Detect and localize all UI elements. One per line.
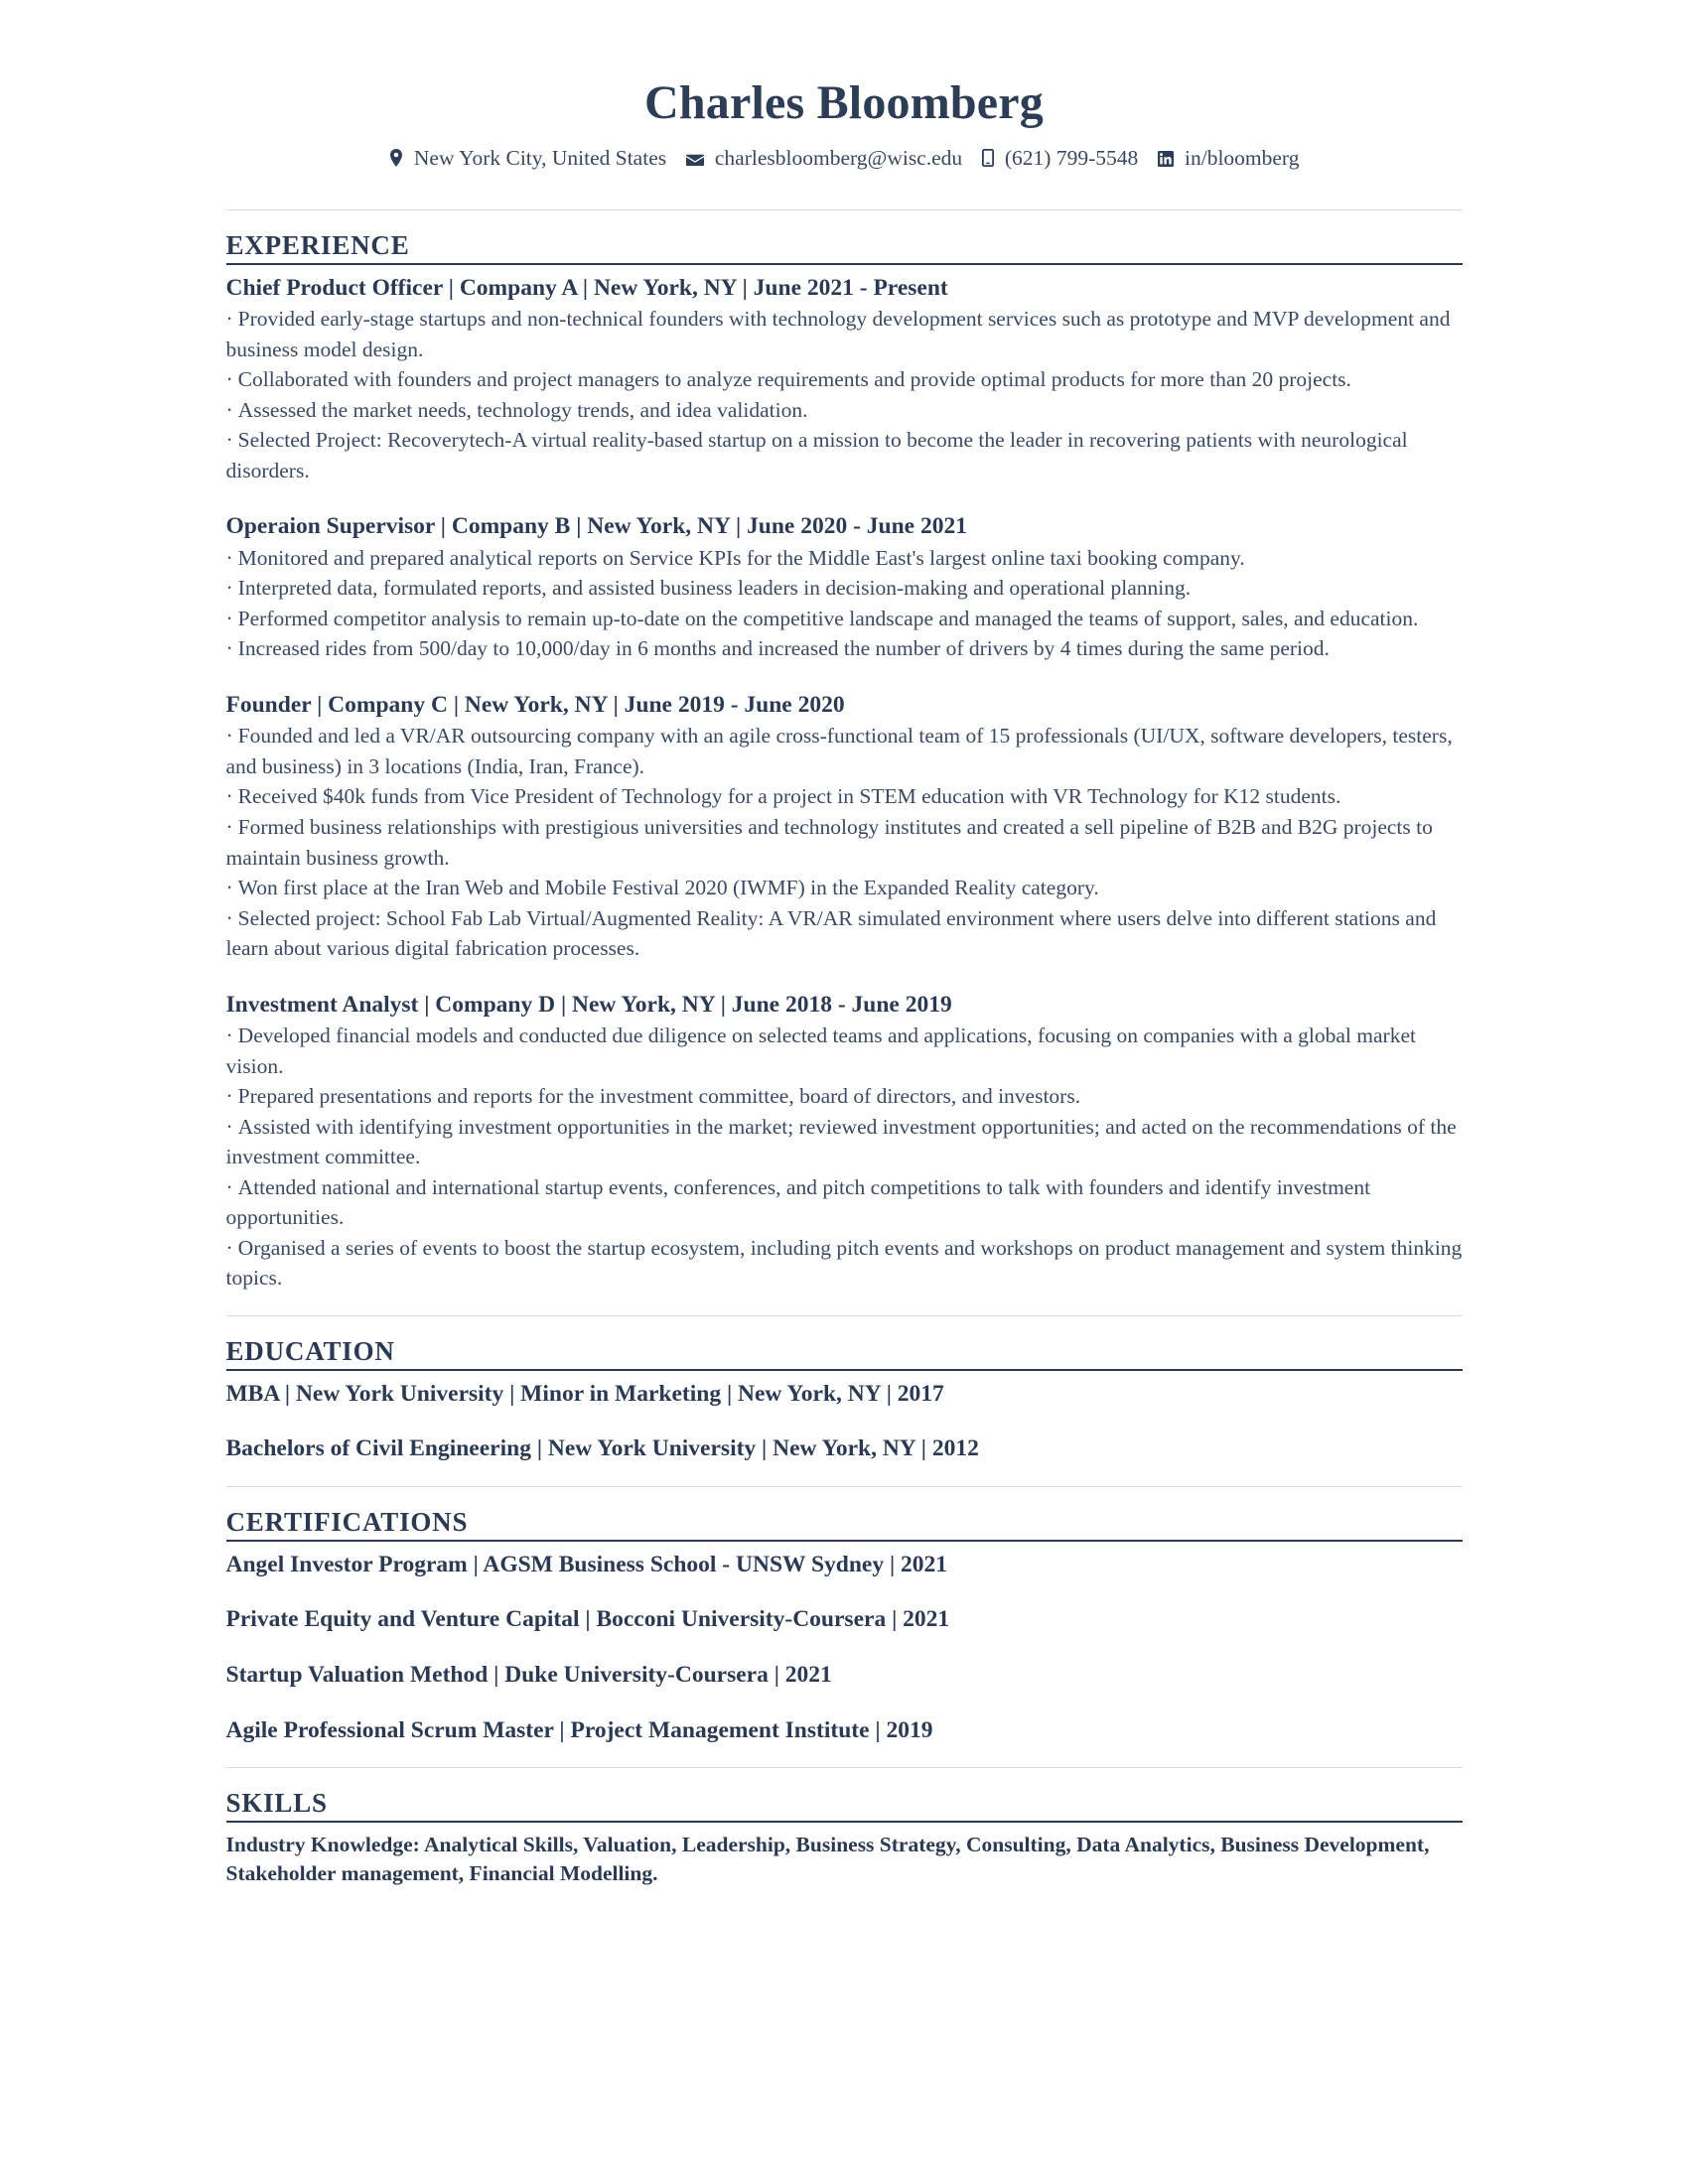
- certification-entry: Angel Investor Program | AGSM Business School - UNSW Sydney | 2021: [225, 1551, 948, 1577]
- certification-entry: Private Equity and Venture Capital | Bocconi University-Coursera | 2021: [225, 1606, 950, 1633]
- experience-entry-heading: Chief Product Officer | Company A | New York, NY | June 2021 - Present: [225, 274, 948, 301]
- section-rule-certifications: [226, 1540, 1463, 1542]
- experience-bullet: [226, 1172, 1463, 1233]
- experience-bullet: [226, 395, 1463, 426]
- candidate-name: Charles Bloomberg: [643, 76, 1045, 129]
- contact-location: [389, 146, 672, 170]
- certification-entry: Startup Valuation Method | Duke University-Coursera | 2021: [225, 1662, 832, 1689]
- experience-bullet-text: Increased rides from 500/day to 10,000/day in 6 months and increased the number of drivers by 4 times during the same period.: [237, 636, 1330, 661]
- experience-entry-heading: Founder | Company C | New York, NY | June 2019 - June 2020: [225, 691, 845, 718]
- experience-bullet: [226, 812, 1463, 873]
- certifications-skills-divider: [226, 1767, 1463, 1768]
- experience-bullet: [226, 873, 1463, 903]
- experience-bullet-text: Won first place at the Iran Web and Mobile Festival 2020 (IWMF) in the Expanded Reality category.: [237, 876, 1099, 900]
- section-experience: [226, 230, 1463, 1294]
- contact-linkedin: [1158, 146, 1300, 170]
- experience-bullet-text: Attended national and international startup events, conferences, and pitch competitions to talk with founders and identify investment opportunities.: [225, 1174, 1371, 1230]
- section-rule-education: [226, 1369, 1463, 1371]
- bullet-glyph: ·: [225, 545, 233, 570]
- experience-bullet: [226, 604, 1463, 634]
- experience-bullet: [226, 1112, 1463, 1172]
- header-divider: [226, 209, 1463, 210]
- experience-bullet: [226, 304, 1463, 364]
- section-skills: [226, 1788, 1463, 1888]
- experience-bullet-text: Developed financial models and conducted due diligence on selected teams and applications, focusing on companies with a global market vision.: [225, 1024, 1416, 1078]
- experience-education-divider: [226, 1315, 1463, 1316]
- experience-bullet-text: Provided early-stage startups and non-technical founders with technology development services such as prototype and MVP development and business model design.: [225, 307, 1451, 361]
- experience-bullet: [226, 364, 1463, 395]
- resume-header: [226, 77, 1463, 172]
- resume-sheet: [226, 0, 1463, 1888]
- bullet-glyph: ·: [225, 397, 233, 422]
- section-title-experience: EXPERIENCE: [225, 229, 410, 260]
- bullet-glyph: ·: [225, 636, 233, 661]
- experience-entry: [226, 273, 1463, 486]
- experience-bullet-text: Selected project: School Fab Lab Virtual/Augmented Reality: A VR/AR simulated environment where users delve into different stations and learn about various digital fabrication processes.: [225, 905, 1437, 961]
- contact-phone-text: (621) 799-5548: [1004, 145, 1139, 170]
- experience-entry-heading: Investment Analyst | Company D | New York, NY | June 2018 - June 2019: [225, 991, 952, 1018]
- experience-bullet: [226, 633, 1463, 664]
- section-title-skills: SKILLS: [225, 1788, 328, 1819]
- experience-bullet: [226, 721, 1463, 781]
- experience-bullet: [226, 1233, 1463, 1294]
- bullet-glyph: ·: [225, 1084, 233, 1109]
- skills-text: Industry Knowledge: Analytical Skills, Valuation, Leadership, Business Strategy, Consulting, Data Analytics, Business Development, Stakeholder management, Financial Modelling.: [225, 1833, 1430, 1886]
- experience-entry: [226, 690, 1463, 964]
- education-entry: MBA | New York University | Minor in Marketing | New York, NY | 2017: [225, 1380, 944, 1407]
- bullet-glyph: ·: [225, 905, 233, 930]
- contact-email: [686, 146, 968, 170]
- experience-bullet-text: Founded and led a VR/AR outsourcing company with an agile cross-functional team of 15 professionals (UI/UX, software developers, testers, and business) in 3 locations (India, Iran, France).: [225, 724, 1453, 778]
- experience-bullet-text: Organised a series of events to boost the startup ecosystem, including pitch events and workshops on product management and system thinking topics.: [225, 1235, 1463, 1291]
- bullet-glyph: ·: [225, 576, 233, 601]
- experience-bullet-text: Selected Project: Recoverytech-A virtual reality-based startup on a mission to become the leader in recovering patients with neurological disorders.: [225, 428, 1408, 482]
- education-entry: Bachelors of Civil Engineering | New York University | New York, NY | 2012: [225, 1435, 979, 1462]
- experience-bullet: [226, 573, 1463, 604]
- experience-bullet: [226, 1021, 1463, 1081]
- bullet-glyph: ·: [225, 1024, 233, 1048]
- location-pin-icon: [389, 149, 403, 167]
- section-title-certifications: CERTIFICATIONS: [225, 1506, 469, 1537]
- experience-bullet-text: Assessed the market needs, technology trends, and idea validation.: [237, 397, 808, 422]
- contact-info-line: [226, 146, 1463, 172]
- experience-bullet-text: Received $40k funds from Vice President of Technology for a project in STEM education with VR Technology for K12 students.: [237, 784, 1341, 809]
- experience-bullet-text: Prepared presentations and reports for the investment committee, board of directors, and investors.: [237, 1084, 1081, 1109]
- bullet-glyph: ·: [225, 1174, 233, 1199]
- experience-entry-heading: Operaion Supervisor | Company B | New York, NY | June 2020 - June 2021: [225, 513, 967, 540]
- education-certifications-divider: [226, 1486, 1463, 1487]
- section-rule-experience: [226, 263, 1463, 265]
- contact-location-text: New York City, United States: [413, 145, 667, 170]
- section-certifications: [226, 1507, 1463, 1745]
- section-title-education: EDUCATION: [225, 1335, 395, 1366]
- experience-bullet: [226, 1081, 1463, 1112]
- bullet-glyph: ·: [225, 1235, 233, 1260]
- bullet-glyph: ·: [225, 1114, 233, 1139]
- bullet-glyph: ·: [225, 724, 233, 749]
- bullet-glyph: ·: [225, 367, 233, 392]
- experience-bullet-text: Monitored and prepared analytical reports on Service KPIs for the Middle East's largest online taxi booking company.: [237, 545, 1245, 570]
- section-education: [226, 1336, 1463, 1464]
- experience-bullet-text: Performed competitor analysis to remain up-to-date on the competitive landscape and managed the teams of support, sales, and education.: [237, 606, 1419, 630]
- experience-bullet-text: Interpreted data, formulated reports, and assisted business leaders in decision-making and operational planning.: [237, 576, 1192, 601]
- contact-email-text: charlesbloomberg@wisc.edu: [714, 145, 963, 170]
- contact-linkedin-text: in/bloomberg: [1185, 145, 1300, 170]
- bullet-glyph: ·: [225, 606, 233, 630]
- linkedin-icon: [1158, 151, 1174, 167]
- experience-bullet: [226, 425, 1463, 485]
- experience-bullet-text: Collaborated with founders and project managers to analyze requirements and provide optimal products for more than 20 projects.: [237, 367, 1351, 392]
- section-rule-skills: [226, 1821, 1463, 1823]
- bullet-glyph: ·: [225, 784, 233, 809]
- experience-bullet: [226, 543, 1463, 574]
- bullet-glyph: ·: [225, 428, 233, 453]
- bullet-glyph: ·: [225, 307, 233, 332]
- mobile-phone-icon: [982, 149, 994, 167]
- experience-entry: [226, 511, 1463, 664]
- bullet-glyph: ·: [225, 876, 233, 900]
- envelope-icon: [686, 154, 704, 167]
- experience-bullet-text: Formed business relationships with prestigious universities and technology institutes and created a sell pipeline of B2B and B2G projects to maintain business growth.: [225, 814, 1433, 870]
- experience-bullet: [226, 903, 1463, 964]
- contact-phone: [982, 146, 1144, 170]
- experience-bullet-text: Assisted with identifying investment opportunities in the market; reviewed investment opportunities; and acted on the recommendations of the investment committee.: [225, 1114, 1457, 1169]
- certification-entry: Agile Professional Scrum Master | Project Management Institute | 2019: [225, 1716, 933, 1743]
- experience-entry: [226, 990, 1463, 1294]
- bullet-glyph: ·: [225, 814, 233, 839]
- experience-bullet: [226, 781, 1463, 812]
